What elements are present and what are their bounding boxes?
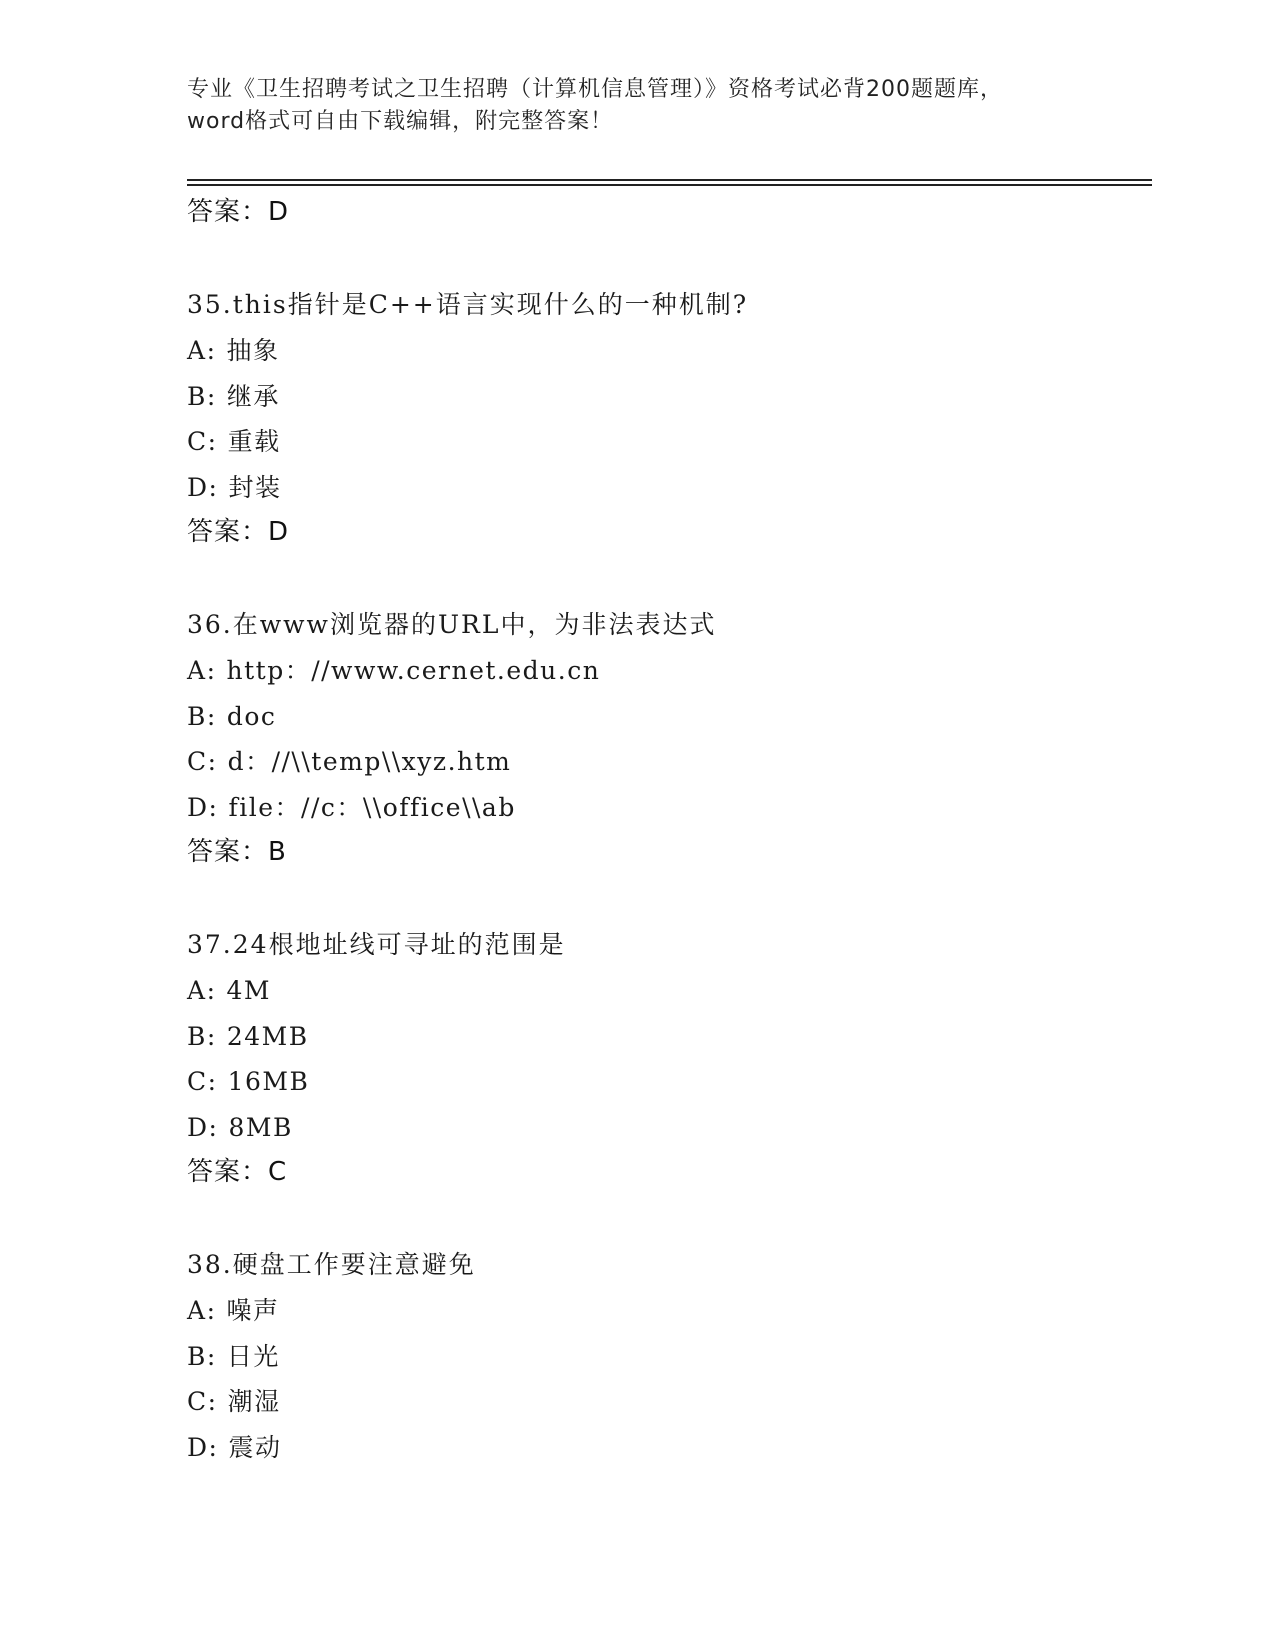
question-text: 37.24根地址线可寻址的范围是 (187, 930, 566, 959)
option-b (187, 1014, 1152, 1060)
option-letter: D (187, 1112, 209, 1142)
question-list (187, 190, 1152, 1470)
option-text: 震动 (228, 1432, 282, 1462)
spacer (187, 1195, 1152, 1242)
option-letter: D (187, 1432, 209, 1462)
answer-line: 答案：B (187, 837, 287, 867)
question-block (187, 602, 1152, 875)
answer-line: 答案：D (187, 517, 290, 547)
option-text: 8MB (228, 1112, 293, 1142)
option-letter: C (187, 1387, 208, 1416)
option-letter: A (187, 656, 207, 685)
option-letter: D (187, 472, 209, 502)
option-d (187, 785, 1152, 831)
option-separator: : (207, 1067, 218, 1096)
option-separator: : (208, 1432, 219, 1462)
option-separator: : (207, 1387, 218, 1416)
option-letter: B (187, 1341, 207, 1371)
option-separator: : (207, 427, 218, 456)
option-c (187, 419, 1152, 465)
header-title-line-1: 专业《卫生招聘考试之卫生招聘（计算机信息管理）》资格考试必背200题题库， (187, 77, 1003, 102)
option-letter: C (187, 427, 208, 456)
option-text: d：//\\temp\\xyz.htm (227, 747, 512, 776)
option-c (187, 1379, 1152, 1425)
option-separator: : (206, 976, 217, 1005)
question-block (187, 1242, 1152, 1470)
option-text: 封装 (228, 472, 282, 502)
page-header (187, 74, 1087, 138)
option-letter: A (187, 336, 207, 365)
option-letter: A (187, 976, 207, 1005)
option-separator: : (206, 1341, 217, 1371)
spacer (187, 235, 1152, 282)
option-text: 24MB (226, 1021, 309, 1051)
option-letter: A (187, 1296, 207, 1325)
option-separator: : (208, 472, 219, 502)
previous-answer: 答案：D (187, 197, 290, 227)
option-letter: B (187, 1021, 207, 1051)
option-letter: C (187, 747, 208, 776)
option-a (187, 328, 1152, 374)
option-text: doc (226, 701, 277, 731)
option-separator: : (206, 1021, 217, 1051)
option-a (187, 648, 1152, 694)
option-separator: : (206, 656, 217, 685)
option-text: 潮湿 (227, 1387, 281, 1416)
option-text: 重载 (227, 427, 281, 456)
option-text: file：//c：\\office\\ab (228, 792, 516, 822)
option-text: 继承 (226, 381, 280, 411)
question-text: 38.硬盘工作要注意避免 (187, 1250, 476, 1279)
option-separator: : (206, 336, 217, 365)
option-text: http：//www.cernet.edu.cn (226, 656, 601, 685)
spacer (187, 875, 1152, 922)
option-text: 噪声 (226, 1296, 280, 1325)
option-separator: : (207, 747, 218, 776)
option-d (187, 465, 1152, 511)
option-d (187, 1425, 1152, 1471)
option-separator: : (208, 1112, 219, 1142)
option-c (187, 739, 1152, 785)
option-letter: D (187, 792, 209, 822)
header-divider-top (187, 179, 1152, 181)
option-text: 日光 (226, 1341, 280, 1371)
option-a (187, 1288, 1152, 1334)
option-a (187, 968, 1152, 1014)
answer-line: 答案：C (187, 1157, 288, 1187)
question-text: 35.this指针是C++语言实现什么的一种机制? (187, 290, 749, 319)
option-letter: B (187, 701, 207, 731)
option-text: 抽象 (226, 336, 280, 365)
question-block (187, 282, 1152, 555)
option-b (187, 694, 1152, 740)
option-b (187, 374, 1152, 420)
header-title-line-2: word格式可自由下载编辑，附完整答案！ (187, 109, 614, 134)
question-block (187, 922, 1152, 1195)
option-d (187, 1105, 1152, 1151)
spacer (187, 555, 1152, 602)
header-divider-bottom (187, 184, 1152, 186)
option-separator: : (208, 792, 219, 822)
option-separator: : (206, 1296, 217, 1325)
question-text: 36.在www浏览器的URL中，为非法表达式 (187, 610, 717, 639)
option-b (187, 1334, 1152, 1380)
option-c (187, 1059, 1152, 1105)
option-letter: C (187, 1067, 208, 1096)
option-text: 16MB (227, 1067, 310, 1096)
option-letter: B (187, 381, 207, 411)
option-text: 4M (226, 976, 272, 1005)
option-separator: : (206, 701, 217, 731)
option-separator: : (206, 381, 217, 411)
